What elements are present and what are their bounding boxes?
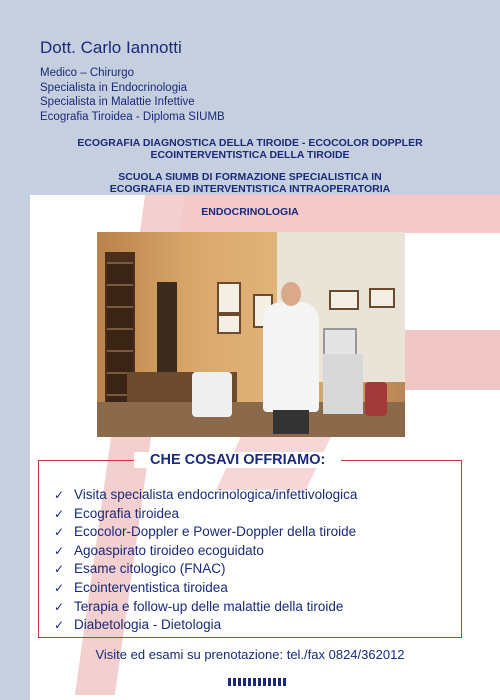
photo-ultrasound-monitor [323,328,357,356]
list-item [54,560,357,579]
service-label: Ecointerventistica tiroidea [74,579,228,595]
check-icon: ✓ [54,488,65,502]
heading-line: SCUOLA SIUMB DI FORMAZIONE SPECIALISTICA IN [118,171,382,183]
service-label: Agoaspirato tiroideo ecoguidato [74,542,264,558]
office-photo [97,232,405,437]
photo-frame [329,290,359,310]
list-item [54,505,357,524]
check-icon: ✓ [54,599,65,614]
photo-doctor-coat [263,302,319,412]
photo-frame [369,288,395,308]
photo-red-bag [365,382,387,416]
list-item [54,523,357,542]
doctor-name: Dott. Carlo Iannotti [40,38,182,57]
check-icon: ✓ [54,525,65,540]
photo-doctor-head [281,282,301,306]
service-label: Esame citologico (FNAC) [74,561,226,577]
service-label: Ecocolor-Doppler e Power-Doppler della tiroide [74,524,357,540]
photo-chair [192,372,232,417]
photo-frame [217,282,241,314]
heading-line: ECOGRAFIA ED INTERVENTISTICA INTRAOPERATORIA [109,183,391,195]
heading-line: ECOINTERVENTISTICA DELLA TIROIDE [150,149,350,161]
services-list [54,486,357,635]
service-label: Ecografia tiroidea [74,505,180,521]
service-label: Visita specialista endocrinologica/infettivologica [74,487,358,502]
list-item [54,542,357,561]
check-icon: ✓ [54,580,65,595]
service-label: Terapia e follow-up delle malattie della tiroide [74,598,344,614]
photo-ultrasound-machine [323,354,363,414]
heading-line: ECOGRAFIA DIAGNOSTICA DELLA TIROIDE - ECOCOLOR DOPPLER [77,137,423,149]
check-icon: ✓ [54,506,65,521]
qualifications-list [40,66,225,124]
list-item [54,598,357,617]
qualification-item: Specialista in Malattie Infettive [40,96,195,108]
check-icon: ✓ [54,543,65,558]
photo-doctor-legs [273,410,309,434]
heading-endocrinologia: ENDOCRINOLOGIA [201,206,299,218]
qualification-item: Ecografia Tiroidea - Diploma SIUMB [40,110,225,123]
service-label: Diabetologia - Dietologia [74,617,222,633]
contact-line: Visite ed esami su prenotazione: tel./fax 0824/362012 [95,647,405,662]
check-icon: ✓ [54,618,65,633]
list-item [54,616,357,635]
services-title: CHE COSAVI OFFRIAMO: [134,452,341,468]
list-item [54,486,357,505]
heading-scuola [30,171,470,195]
photo-frame [217,314,241,334]
qualification-item: Medico – Chirurgo [40,67,134,79]
qualification-item: Specialista in Endocrinologia [40,81,188,94]
heading-ecografia [30,137,470,161]
check-icon: ✓ [54,562,65,577]
printer-logo [228,678,288,686]
list-item [54,579,357,598]
